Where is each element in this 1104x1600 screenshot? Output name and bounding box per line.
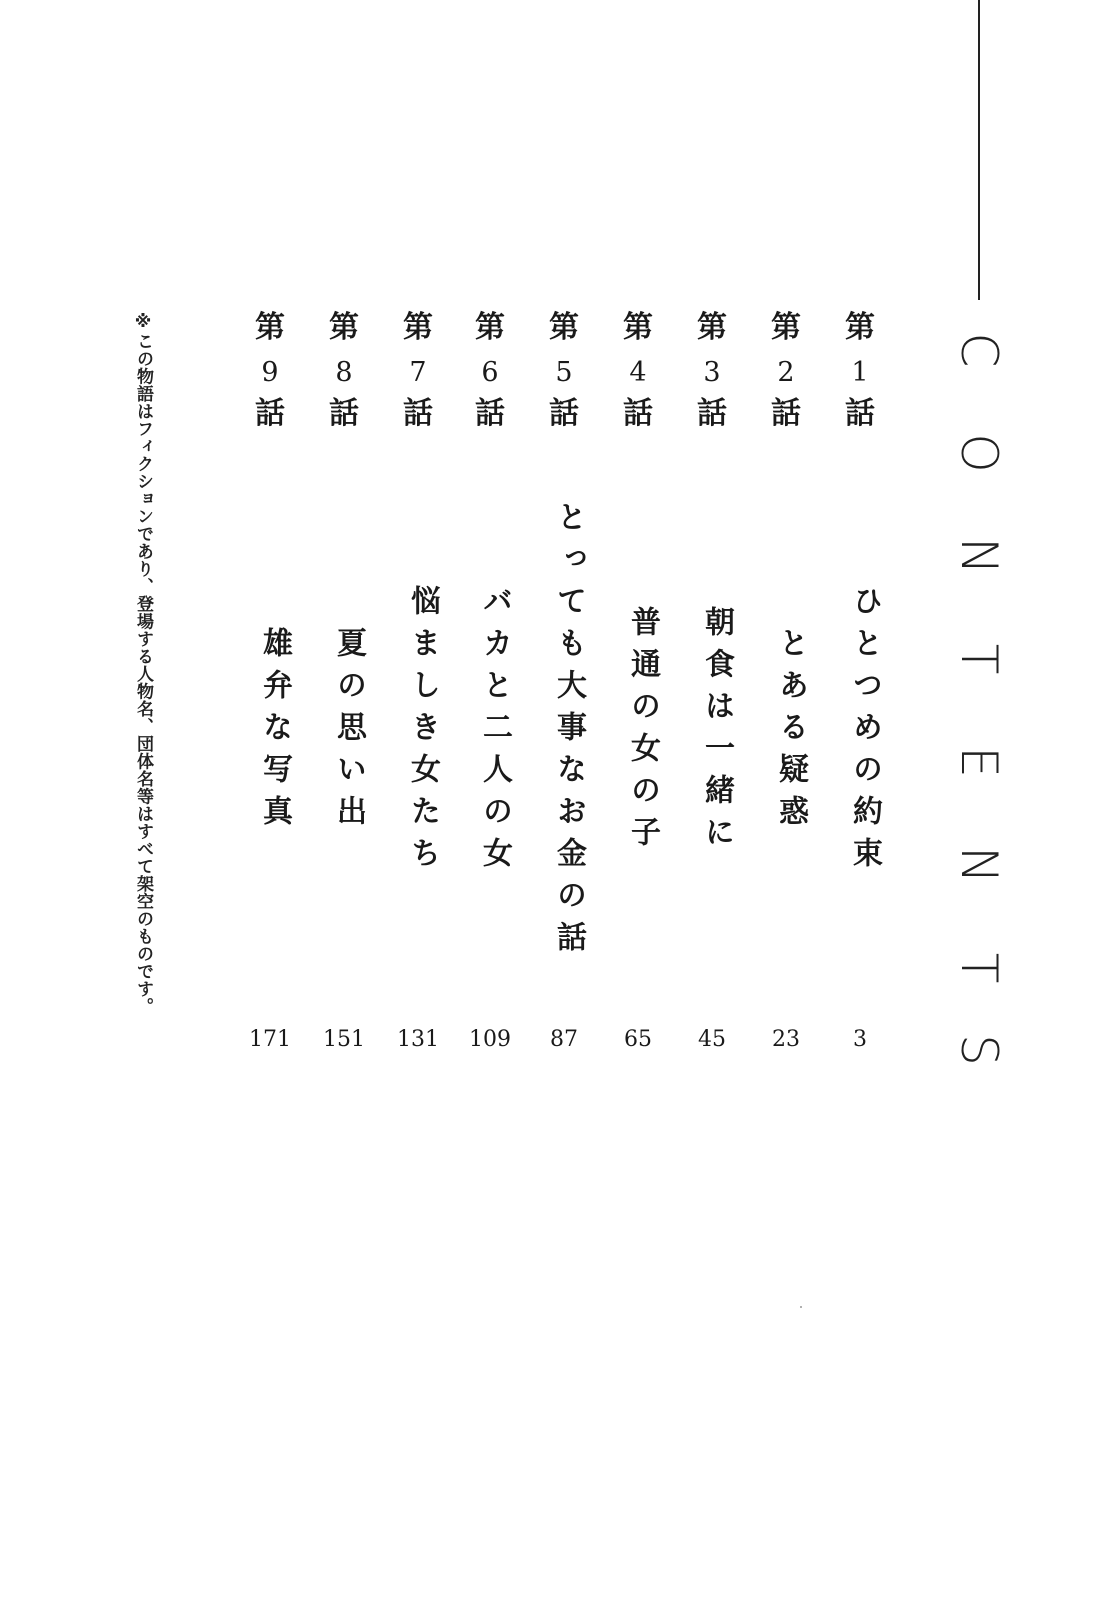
chapter-prefix: 第 — [549, 310, 579, 345]
chapter-entry-6[interactable] — [465, 310, 515, 1080]
chapter-title: 雄弁な写真 — [257, 627, 292, 837]
chapter-number: 5 — [555, 357, 573, 388]
chapter-title: とある疑惑 — [773, 627, 808, 837]
chapter-title: とっても大事なお金の話 — [551, 501, 586, 963]
heading-letter: C — [950, 332, 1008, 368]
chapter-number: 4 — [629, 357, 647, 388]
chapter-entry-4[interactable] — [613, 310, 663, 1080]
chapter-entry-9[interactable] — [245, 310, 295, 1080]
chapter-entry-7[interactable] — [393, 310, 443, 1080]
chapter-suffix: 話 — [403, 396, 433, 431]
chapter-prefix: 第 — [771, 310, 801, 345]
chapter-page-number: 23 — [772, 1027, 800, 1052]
chapter-page-number: 65 — [624, 1027, 652, 1052]
chapter-page-number: 45 — [698, 1027, 726, 1052]
chapter-page-number: 87 — [550, 1027, 578, 1052]
chapter-number: 7 — [409, 357, 427, 388]
heading-letter: T — [950, 643, 1008, 675]
chapter-number: 1 — [851, 357, 869, 388]
chapter-suffix: 話 — [329, 396, 359, 431]
chapter-suffix: 話 — [771, 396, 801, 431]
contents-heading — [949, 320, 1009, 1100]
chapter-suffix: 話 — [697, 396, 727, 431]
chapter-prefix: 第 — [403, 310, 433, 345]
scan-speck — [800, 1306, 802, 1308]
chapter-suffix: 話 — [549, 396, 579, 431]
heading-letter: E — [950, 746, 1008, 778]
chapter-number: 6 — [481, 357, 499, 388]
chapter-page-number: 109 — [469, 1027, 511, 1052]
chapter-page-number: 171 — [249, 1027, 291, 1052]
heading-letter: O — [950, 433, 1008, 473]
heading-letter: N — [950, 846, 1008, 884]
vertical-rule — [978, 0, 980, 300]
chapter-prefix: 第 — [623, 310, 653, 345]
chapter-suffix: 話 — [475, 396, 505, 431]
chapter-title: 悩ましき女たち — [405, 585, 440, 879]
heading-letter: T — [950, 952, 1008, 984]
chapter-entry-2[interactable] — [761, 310, 811, 1080]
chapter-entry-5[interactable] — [539, 310, 589, 1080]
chapter-title: ひとつめの約束 — [847, 585, 882, 879]
heading-letter: S — [950, 1034, 1008, 1066]
chapter-page-number: 151 — [323, 1027, 365, 1052]
chapter-prefix: 第 — [255, 310, 285, 345]
chapter-prefix: 第 — [329, 310, 359, 345]
fiction-disclaimer: ※この物語はフィクションであり、登場する人物名、団体名等はすべて架空のものです。 — [133, 312, 153, 1015]
chapter-suffix: 話 — [255, 396, 285, 431]
chapter-prefix: 第 — [475, 310, 505, 345]
heading-letter: N — [950, 537, 1008, 575]
chapter-number: 8 — [335, 357, 353, 388]
chapter-entry-3[interactable] — [687, 310, 737, 1080]
chapter-number: 3 — [703, 357, 721, 388]
chapter-number: 2 — [777, 357, 795, 388]
chapter-suffix: 話 — [845, 396, 875, 431]
chapter-entry-1[interactable] — [835, 310, 885, 1080]
chapter-title: 夏の思い出 — [331, 627, 366, 837]
chapter-page-number: 3 — [853, 1027, 867, 1052]
chapter-number: 9 — [261, 357, 279, 388]
chapter-page-number: 131 — [397, 1027, 439, 1052]
chapter-prefix: 第 — [845, 310, 875, 345]
chapter-title: 朝食は一緒に — [699, 606, 734, 858]
chapter-title: バカと二人の女 — [477, 585, 512, 879]
chapter-title: 普通の女の子 — [625, 606, 660, 858]
chapter-suffix: 話 — [623, 396, 653, 431]
chapter-prefix: 第 — [697, 310, 727, 345]
chapter-entry-8[interactable] — [319, 310, 369, 1080]
